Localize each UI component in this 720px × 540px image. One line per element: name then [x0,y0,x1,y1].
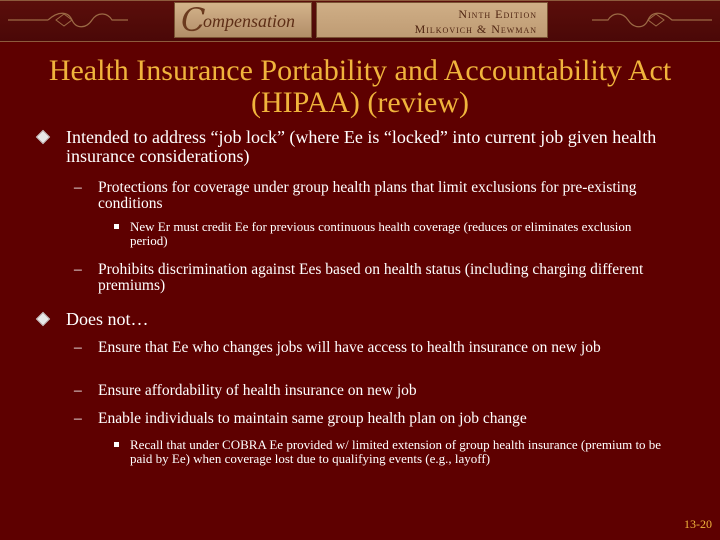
bullet-1-sub-1-text: Protections for coverage under group health plans that limit exclusions for pre-existing conditions [98,179,637,212]
bullet-2 [66,310,686,329]
banner-bottom-rule [0,41,720,42]
diamond-bullet-icon [37,313,49,325]
logo-text: ompensation [203,11,295,31]
authors-label: Milkovich & Newman [414,22,537,36]
dash-marker: – [74,339,82,356]
bullet-1-sub-1-detail [130,220,670,248]
ornament-right-icon [592,9,712,31]
square-bullet-icon [114,442,119,447]
bullet-1-text: Intended to address “job lock” (where Ee is “locked” into current job given health insurance considerations) [66,127,657,166]
bullet-1-sub-1 [74,179,682,212]
bullet-2-text: Does not… [66,309,149,329]
header-banner [0,0,720,42]
bullet-2-sub-1-text: Ensure that Ee who changes jobs will have access to health insurance on new job [98,339,601,356]
bullet-2-sub-2-text: Ensure affordability of health insurance on new job [98,382,417,399]
bullet-1 [66,128,686,166]
bullet-2-sub-3-detail [130,438,670,466]
dash-marker: – [74,261,82,278]
slide-title: Health Insurance Portability and Accountability Act (HIPAA) (review) [48,54,672,119]
dash-marker: – [74,382,82,399]
dash-marker: – [74,410,82,427]
bullet-2-sub-1 [74,339,682,356]
bullet-1-sub-2-text: Prohibits discrimination against Ees based on health status (including charging different premiums) [98,261,644,294]
banner-top-rule [0,0,720,1]
logo-initial: C [181,1,206,39]
bullet-2-sub-3 [74,410,682,427]
edition-label: Ninth Edition [458,7,537,21]
page-number: 13-20 [684,517,712,531]
edition-box [316,2,548,38]
bullet-2-sub-3-text: Enable individuals to maintain same group health plan on job change [98,410,527,427]
bullet-2-sub-2 [74,382,682,399]
bullet-1-sub-2 [74,261,682,294]
square-bullet-icon [114,224,119,229]
diamond-bullet-icon [37,131,49,143]
book-logo [174,2,312,38]
bullet-2-sub-3-detail-text: Recall that under COBRA Ee provided w/ limited extension of group health insurance (premium to be paid by Ee) when coverage lost due to qualifying events (e.g., layoff) [130,437,662,466]
dash-marker: – [74,179,82,196]
ornament-left-icon [8,9,128,31]
bullet-1-sub-1-detail-text: New Er must credit Ee for previous continuous health coverage (reduces or eliminates exclusion period) [130,219,632,248]
